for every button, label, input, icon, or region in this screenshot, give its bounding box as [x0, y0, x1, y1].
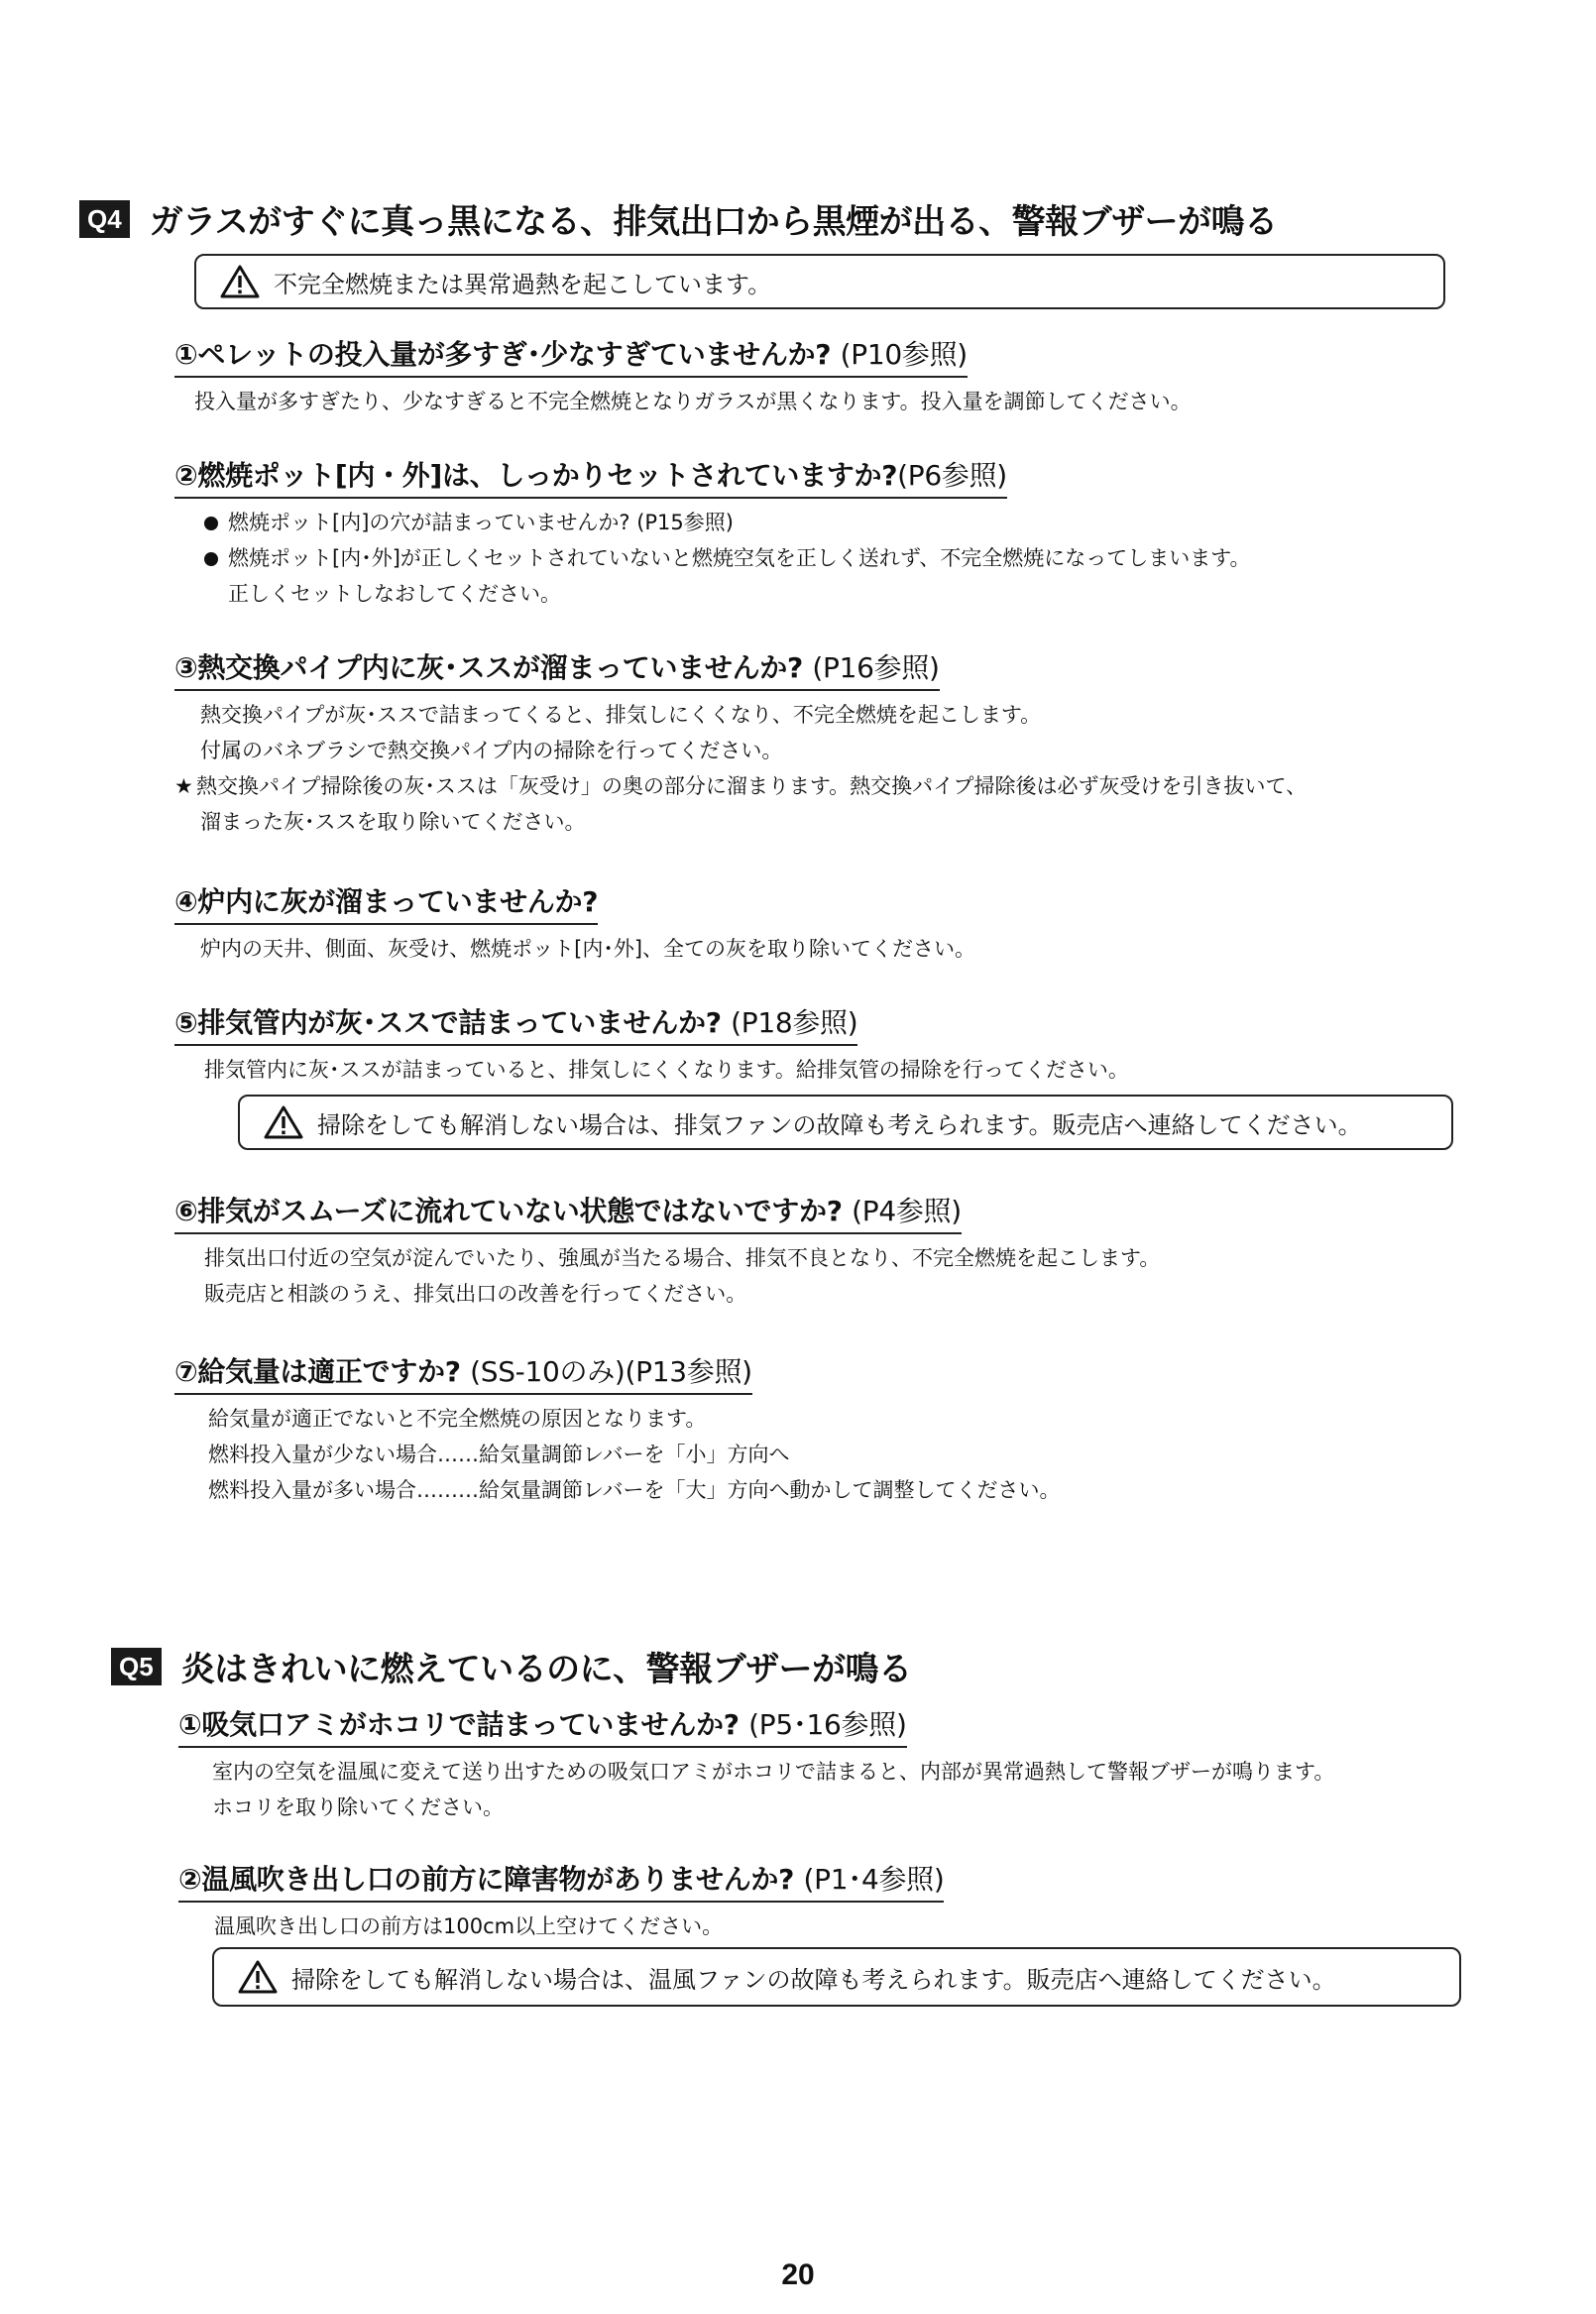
q4-item-7-title: ⑦給気量は適正ですか? (SS-10のみ)(P13参照): [174, 1350, 752, 1395]
q4-item-3: [174, 646, 1307, 840]
q4-item-3-line-2: 付属のバネブラシで熱交換パイプ内の掃除を行ってください。: [200, 739, 783, 762]
q4-item-7-line-1: 給気量が適正でないと不完全燃焼の原因となります。: [208, 1407, 707, 1431]
q4-item-5-ref: (P18参照): [731, 1006, 858, 1039]
q4-header: [79, 194, 1537, 243]
q4-warning-box: [194, 254, 1445, 309]
q4-item-4-title: ④炉内に灰が溜まっていませんか?: [174, 880, 598, 925]
q4-item-6-ref: (P4参照): [852, 1195, 962, 1227]
q4-item-6-title: ⑥排気がスムーズに流れていない状態ではないですか? (P4参照): [174, 1190, 962, 1234]
q4-item-5-text: 排気管内に灰･ススが詰まっていると、排気しにくくなります。給排気管の掃除を行ってください。: [204, 1058, 1129, 1082]
q5-item-2-warning-text: 掃除をしても解消しない場合は、温風ファンの故障も考えられます。販売店へ連絡してください。: [291, 1965, 1336, 1994]
q4-warning-text: 不完全燃焼または異常過熱を起こしています。: [274, 270, 772, 298]
q5-header: [111, 1642, 1537, 1690]
q5-item-1-title: ①吸気口アミがホコリで詰まっていませんか? (P5･16参照): [178, 1703, 907, 1748]
q5-title: 炎はきれいに燃えているのに、警報ブザーが鳴る: [180, 1650, 912, 1689]
q4-item-3-ref: (P16参照): [812, 651, 940, 684]
page-number: 20: [781, 2258, 815, 2291]
q4-item-6: [174, 1190, 1160, 1312]
q5-item-2-text: 温風吹き出し口の前方は100cm以上空けてください。: [214, 1914, 724, 1938]
q4-item-4-text: 炉内の天井、側面、灰受け、燃焼ポット[内･外]、全ての灰を取り除いてください。: [200, 937, 976, 961]
q4-item-3-star-line: ★ 熱交換パイプ掃除後の灰･ススは「灰受け」の奥の部分に溜まります。熱交換パイプ掃除後は必ず灰受けを引き抜いて、: [174, 768, 1307, 804]
star-icon: ★: [174, 774, 193, 798]
q4-item-7-ref: (SS-10のみ)(P13参照): [470, 1355, 752, 1388]
bullet-dot-icon: [204, 517, 218, 530]
q4-item-2-title: ②燃焼ポット[内・外]は、しっかりセットされていますか?(P6参照): [174, 454, 1007, 499]
q4-item-2-bullet-1: 燃焼ポット[内]の穴が詰まっていませんか? (P15参照): [204, 505, 1251, 540]
q4-item-4: [174, 880, 975, 967]
bullet-dot-icon: [204, 552, 218, 566]
q4-item-5: [174, 1001, 1129, 1088]
q4-item-3-star-cont: 溜まった灰･ススを取り除いてください。: [200, 810, 586, 834]
q5-item-1-ref: (P5･16参照): [748, 1708, 907, 1741]
q4-item-7-line-3: 燃料投入量が多い場合………給気量調節レバーを「大」方向へ動かして調整してください。: [208, 1478, 1061, 1502]
q4-item-3-line-1: 熱交換パイプが灰･ススで詰まってくると、排気しにくくなり、不完全燃焼を起こします。: [200, 703, 1042, 727]
q4-item-5-warning-text: 掃除をしても解消しない場合は、排気ファンの故障も考えられます。販売店へ連絡してください。: [317, 1110, 1362, 1139]
warning-triangle-icon: [238, 1959, 278, 1995]
q4-item-1: [174, 333, 1192, 419]
q5-tag: Q5: [111, 1648, 162, 1685]
q4-item-6-line-1: 排気出口付近の空気が淀んでいたり、強風が当たる場合、排気不良となり、不完全燃焼を起こします。: [204, 1246, 1161, 1270]
q4-item-1-text: 投入量が多すぎたり、少なすぎると不完全燃焼となりガラスが黒くなります。投入量を調節してください。: [194, 390, 1192, 413]
q4-title: ガラスがすぐに真っ黒になる、排気出口から黒煙が出る、警報ブザーが鳴る: [149, 202, 1278, 242]
q4-item-2-ref: (P6参照): [897, 459, 1007, 492]
q4-item-5-warning-box: [238, 1095, 1453, 1150]
q4-tag: Q4: [79, 200, 130, 238]
q5-item-2-warning-box: [212, 1947, 1461, 2007]
q4-item-1-title: ①ペレットの投入量が多すぎ･少なすぎていませんか? (P10参照): [174, 333, 968, 378]
q5-item-1: [178, 1703, 1334, 1825]
q4-item-1-ref: (P10参照): [840, 338, 968, 371]
q4-item-5-title: ⑤排気管内が灰･ススで詰まっていませんか? (P18参照): [174, 1001, 857, 1046]
q4-item-2-bullet-2: 燃焼ポット[内･外]が正しくセットされていないと燃焼空気を正しく送れず、不完全燃焼になってしまいます。: [204, 540, 1251, 576]
q4-item-7-line-2: 燃料投入量が少ない場合……給気量調節レバーを「小」方向へ: [208, 1443, 790, 1466]
q5-item-2: [178, 1858, 944, 1944]
q5-item-2-title: ②温風吹き出し口の前方に障害物がありませんか? (P1･4参照): [178, 1858, 944, 1903]
q5-item-1-line-1: 室内の空気を温風に変えて送り出すための吸気口アミがホコリで詰まると、内部が異常過熱して警報ブザーが鳴ります。: [212, 1760, 1335, 1784]
warning-triangle-icon: [264, 1104, 303, 1140]
q4-item-3-title: ③熱交換パイプ内に灰･ススが溜まっていませんか? (P16参照): [174, 646, 940, 691]
q5-item-2-ref: (P1･4参照): [803, 1863, 945, 1896]
q4-item-2: [174, 454, 1251, 612]
q5-item-1-line-2: ホコリを取り除いてください。: [212, 1795, 504, 1819]
q4-item-6-line-2: 販売店と相談のうえ、排気出口の改善を行ってください。: [204, 1282, 747, 1306]
q4-item-2-bullet-cont: 正しくセットしなおしてください。: [228, 582, 561, 606]
q4-item-7: [174, 1350, 1061, 1508]
warning-triangle-icon: [220, 264, 260, 299]
